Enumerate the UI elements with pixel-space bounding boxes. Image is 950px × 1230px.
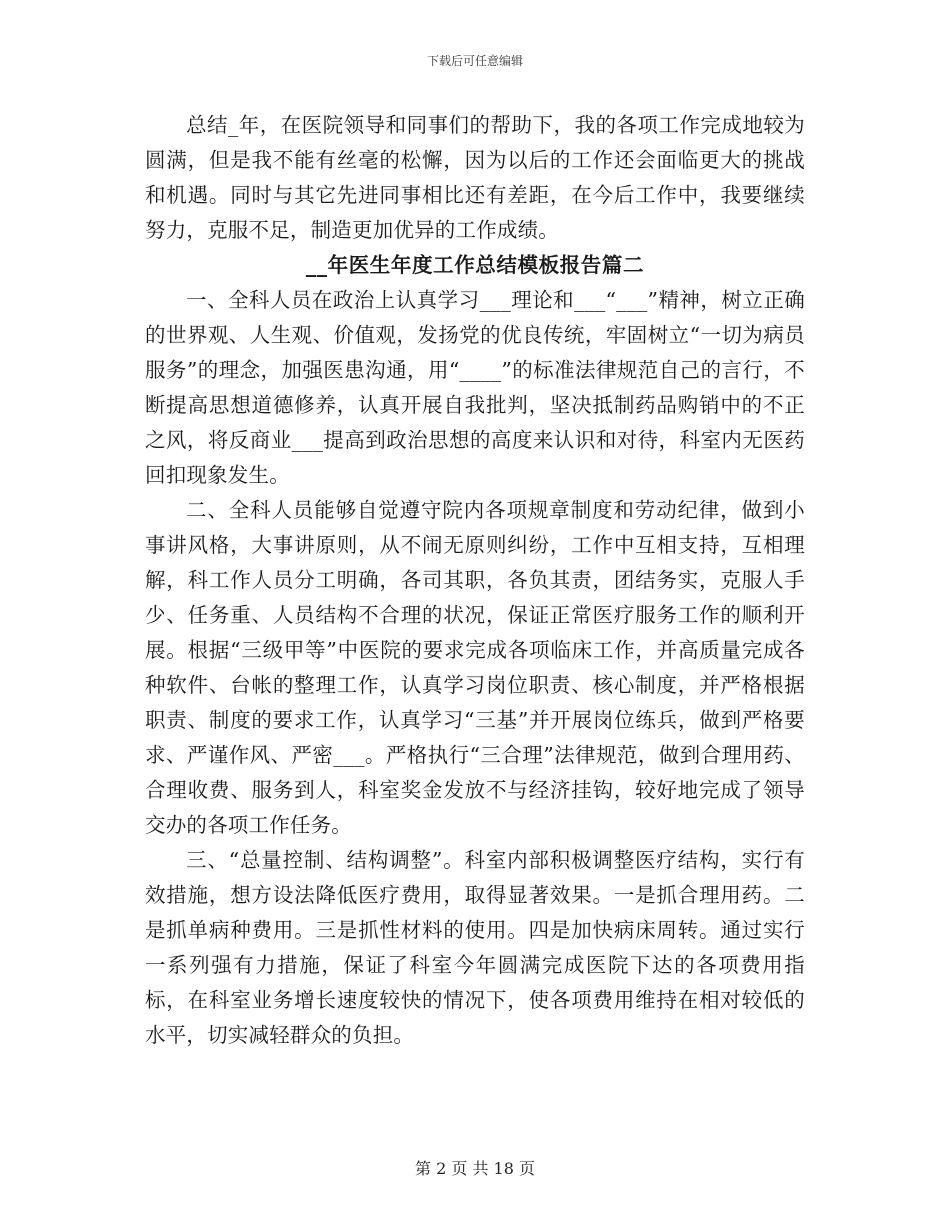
paragraph-3: 三、“总量控制、结构调整”。科室内部积极调整医疗结构，实行有效措施，想方设法降低医疗费用，取得显著效果。一是抓合理用药。二是抓单病种费用。三是抓性材料的使用。四是加快病床周转。通过实行一系列强有力措施，保证了科室今年圆满完成医院下达的各项费用指标，在科室业务增长速度较快的情况下，使各项费用维持在相对较低的水平，切实减轻群众的负担。 bbox=[145, 848, 805, 1047]
section-heading: __年医生年度工作总结模板报告篇二 bbox=[305, 253, 645, 277]
paragraph-1: 一、全科人员在政治上认真学习___理论和___“___”精神，树立正确的世界观、人生观、价值观，发扬党的优良传统，牢固树立“一切为病员服务”的理念，加强医患沟通，用“____”的标准法律规范自己的言行，不断提高思想道德修养，认真开展自我批判，坚决抵制药品购销中的不正之风，将反商业___提高到政治思想的高度来认识和对待，科室内无医药回扣现象发生。 bbox=[145, 288, 805, 487]
page-number: 第 2 页 共 18 页 bbox=[415, 1159, 535, 1178]
intro-paragraph: 总结_年，在医院领导和同事们的帮助下，我的各项工作完成地较为圆满，但是我不能有丝毫的松懈，因为以后的工作还会面临更大的挑战和机遇。同时与其它先进同事相比还有差距，在今后工作中，我要继续努力，克服不足，制造更加优异的工作成绩。 bbox=[145, 113, 805, 242]
paragraph-2: 二、全科人员能够自觉遵守院内各项规章制度和劳动纪律，做到小事讲风格，大事讲原则，从不闹无原则纠纷，工作中互相支持，互相理解，科工作人员分工明确，各司其职，各负其责，团结务实，克服人手少、任务重、人员结构不合理的状况，保证正常医疗服务工作的顺利开展。根据“三级甲等”中医院的要求完成各项临床工作，并高质量完成各种软件、台帐的整理工作，认真学习岗位职责、核心制度，并严格根据职责、制度的要求工作，认真学习“三基”并开展岗位练兵，做到严格要求、严谨作风、严密___。严格执行“三合理”法律规范，做到合理用药、合理收费、服务到人，科室奖金发放不与经济挂钩，较好地完成了领导交办的各项工作任务。 bbox=[145, 498, 805, 837]
document-body bbox=[145, 108, 805, 1053]
header-note: 下载后可任意编辑 bbox=[426, 54, 523, 68]
